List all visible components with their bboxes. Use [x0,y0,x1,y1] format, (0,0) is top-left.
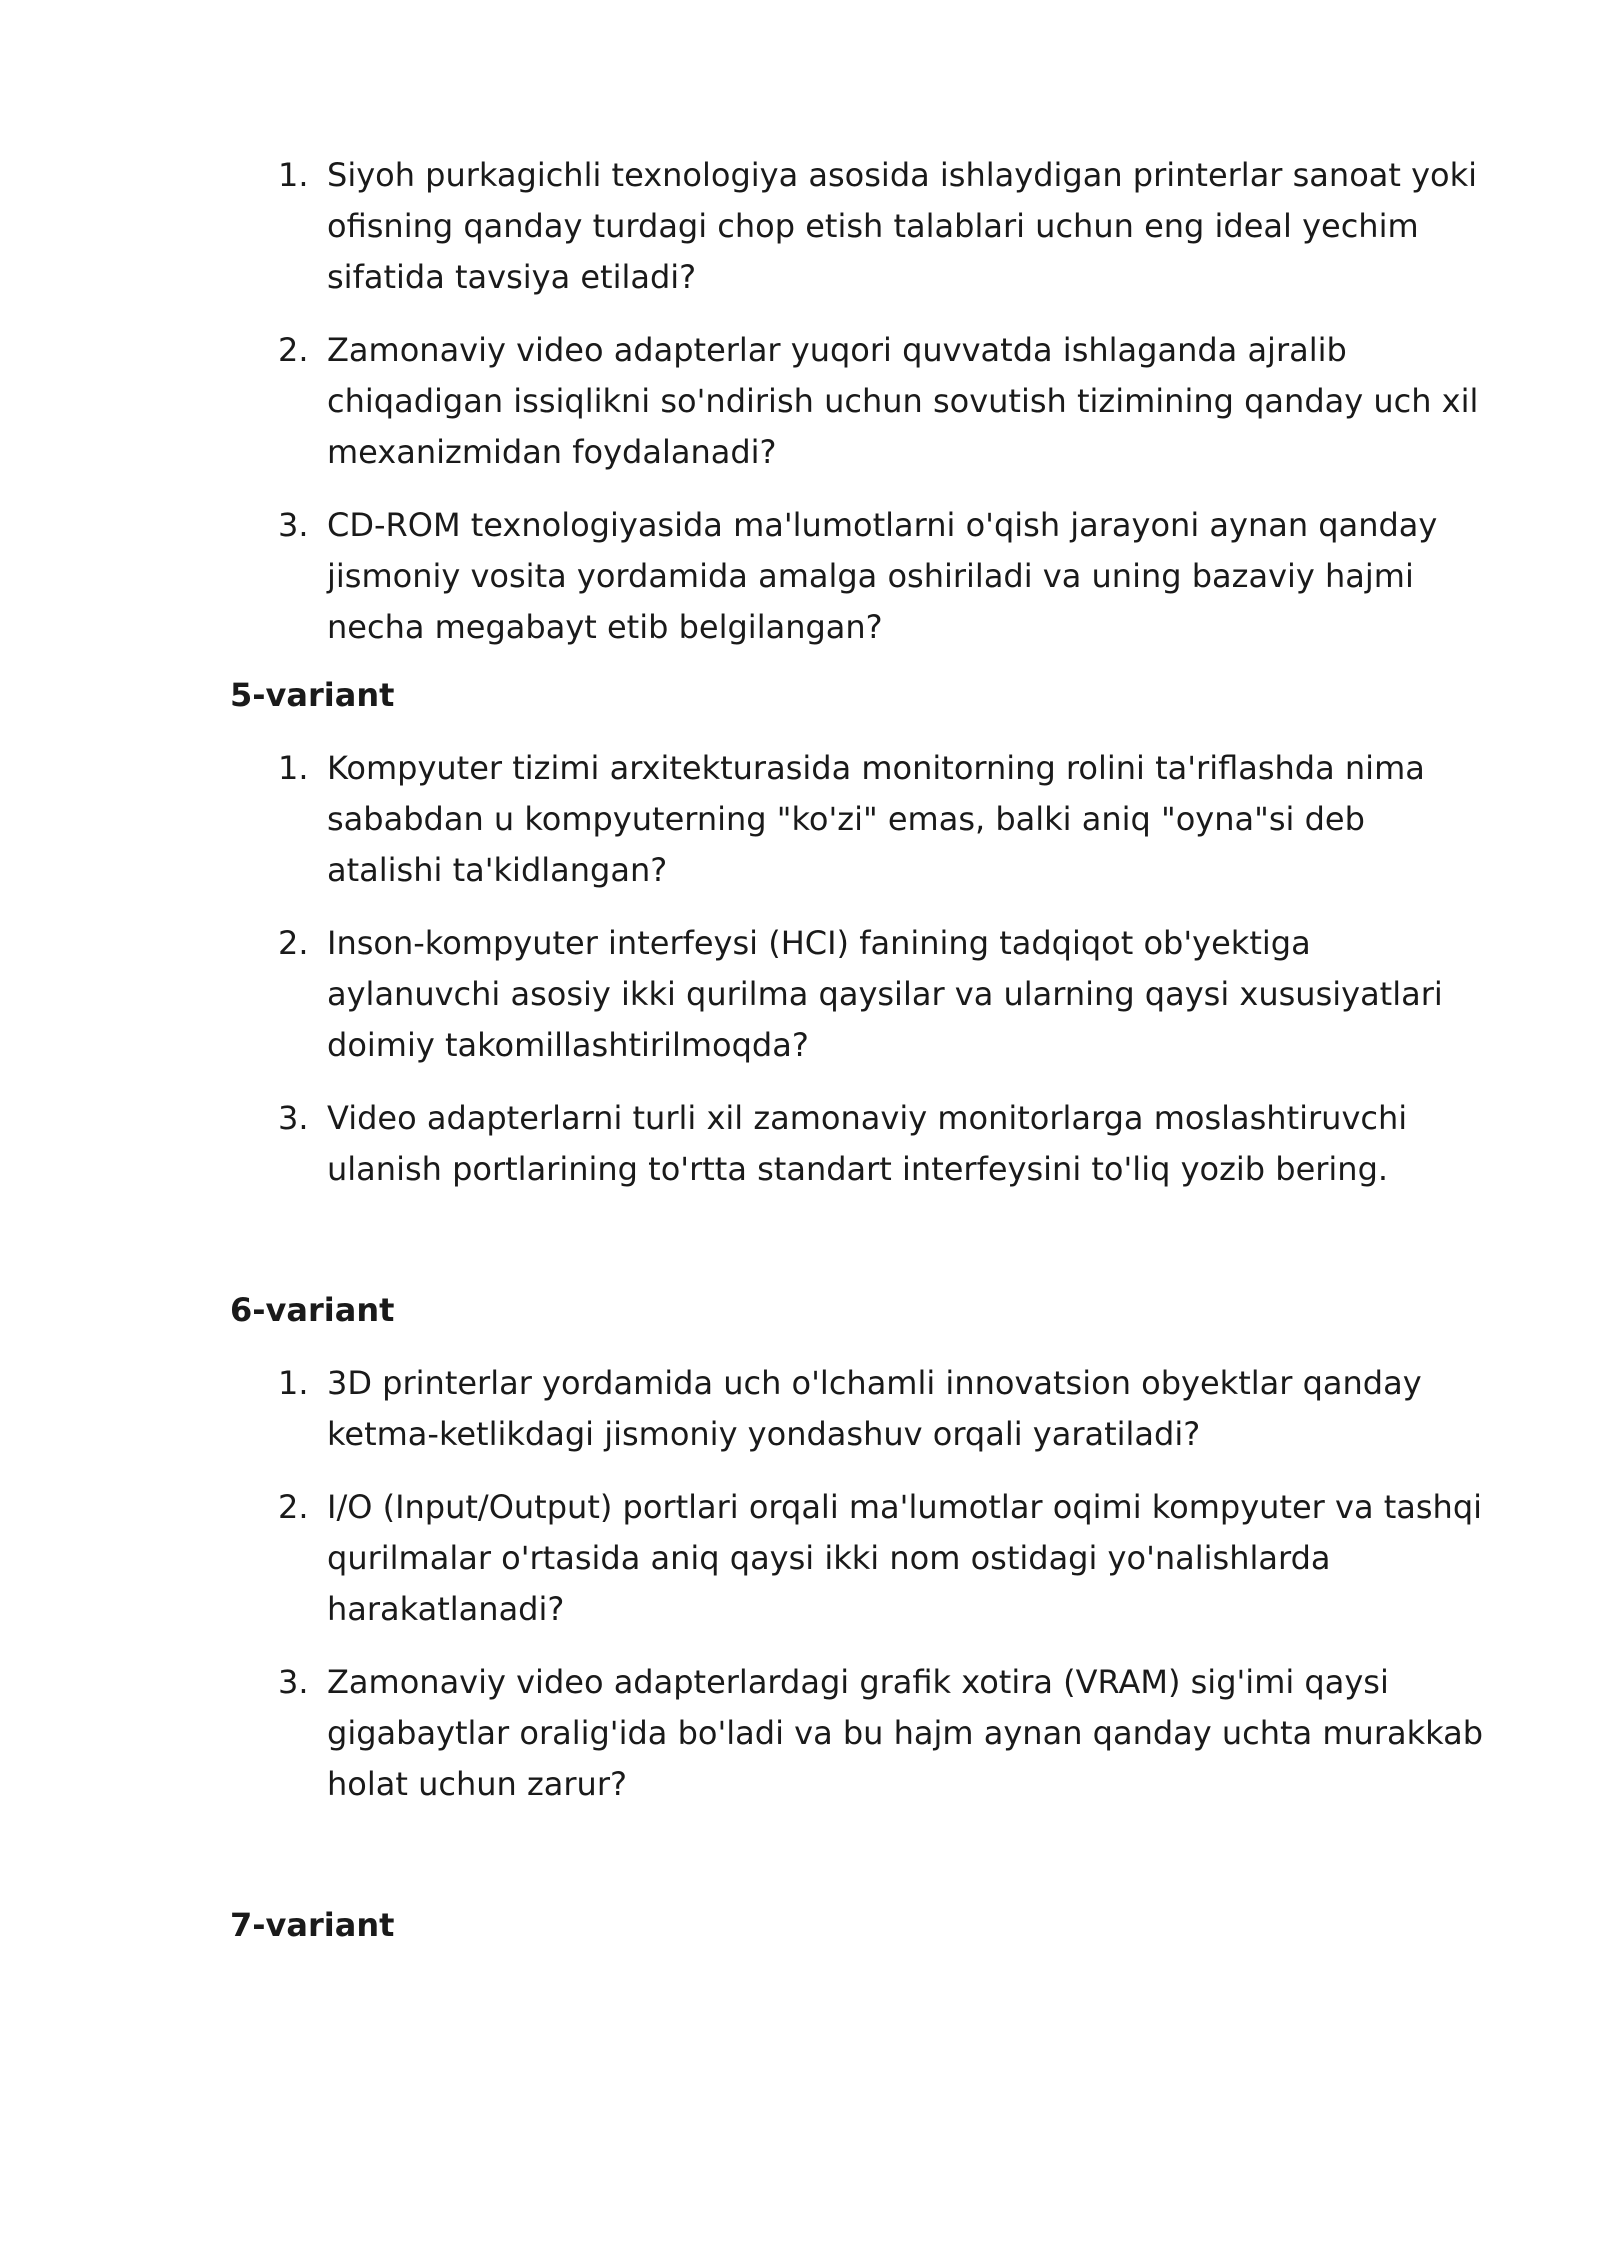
question-number: 1. [278,156,309,194]
question-number: 2. [278,1488,309,1526]
section-5-questions [230,743,1490,1195]
question-number: 3. [278,1663,309,1701]
question-item [230,743,1490,896]
question-list [230,743,1490,1195]
section-4-questions [230,150,1490,653]
question-list [230,150,1490,653]
question-item [230,1358,1490,1460]
question-number: 2. [278,924,309,962]
question-text: Video adapterlarni turli xil zamonaviy monitorlarga moslashtiruvchi ulanish portlarining to'rtta standart interfeysini to'liq yozib bering. [327,1099,1408,1188]
section-heading-7-variant: 7-variant [230,1906,395,1944]
section-6-questions [230,1358,1490,1810]
question-text: I/O (Input/Output) portlari orqali ma'lumotlar oqimi kompyuter va tashqi qurilmalar o'rtasida aniq qaysi ikki nom ostidagi yo'nalishlarda harakatlanadi? [327,1488,1483,1628]
question-item [230,918,1490,1071]
question-item [230,150,1490,303]
question-item [230,1093,1490,1195]
question-text: 3D printerlar yordamida uch o'lchamli innovatsion obyektlar qanday ketma-ketlikdagi jismoniy yondashuv orqali yaratiladi? [327,1364,1422,1453]
question-text: Zamonaviy video adapterlardagi grafik xotira (VRAM) sig'imi qaysi gigabaytlar oralig'ida bo'ladi va bu hajm aynan qanday uchta murakkab holat uchun zarur? [327,1663,1483,1803]
question-item [230,1657,1490,1810]
question-item [230,500,1490,653]
question-text: Siyoh purkagichli texnologiya asosida ishlaydigan printerlar sanoat yoki ofisning qanday turdagi chop etish talablari uchun eng ideal yechim sifatida tavsiya etiladi? [327,156,1478,296]
question-number: 3. [278,1099,309,1137]
question-text: Kompyuter tizimi arxitekturasida monitorning rolini ta'riflashda nima sababdan u kompyuterning "ko'zi" emas, balki aniq "oyna"si deb atalishi ta'kidlangan? [327,749,1425,889]
question-number: 1. [278,749,309,787]
question-list [230,1358,1490,1810]
section-heading-6-variant: 6-variant [230,1291,395,1329]
question-text: Inson-kompyuter interfeysi (HCI) fanining tadqiqot ob'yektiga aylanuvchi asosiy ikki qurilma qaysilar va ularning qaysi xususiyatlari doimiy takomillashtirilmoqda? [327,924,1443,1064]
question-item [230,1482,1490,1635]
question-text: Zamonaviy video adapterlar yuqori quvvatda ishlaganda ajralib chiqadigan issiqlikni so'ndirish uchun sovutish tizimining qanday uch xil mexanizmidan foydalanadi? [327,331,1479,471]
section-heading-5-variant: 5-variant [230,676,395,714]
question-number: 1. [278,1364,309,1402]
question-number: 3. [278,506,309,544]
question-text: CD-ROM texnologiyasida ma'lumotlarni o'qish jarayoni aynan qanday jismoniy vosita yordamida amalga oshiriladi va uning bazaviy hajmi necha megabayt etib belgilangan? [327,506,1438,646]
question-number: 2. [278,331,309,369]
question-item [230,325,1490,478]
